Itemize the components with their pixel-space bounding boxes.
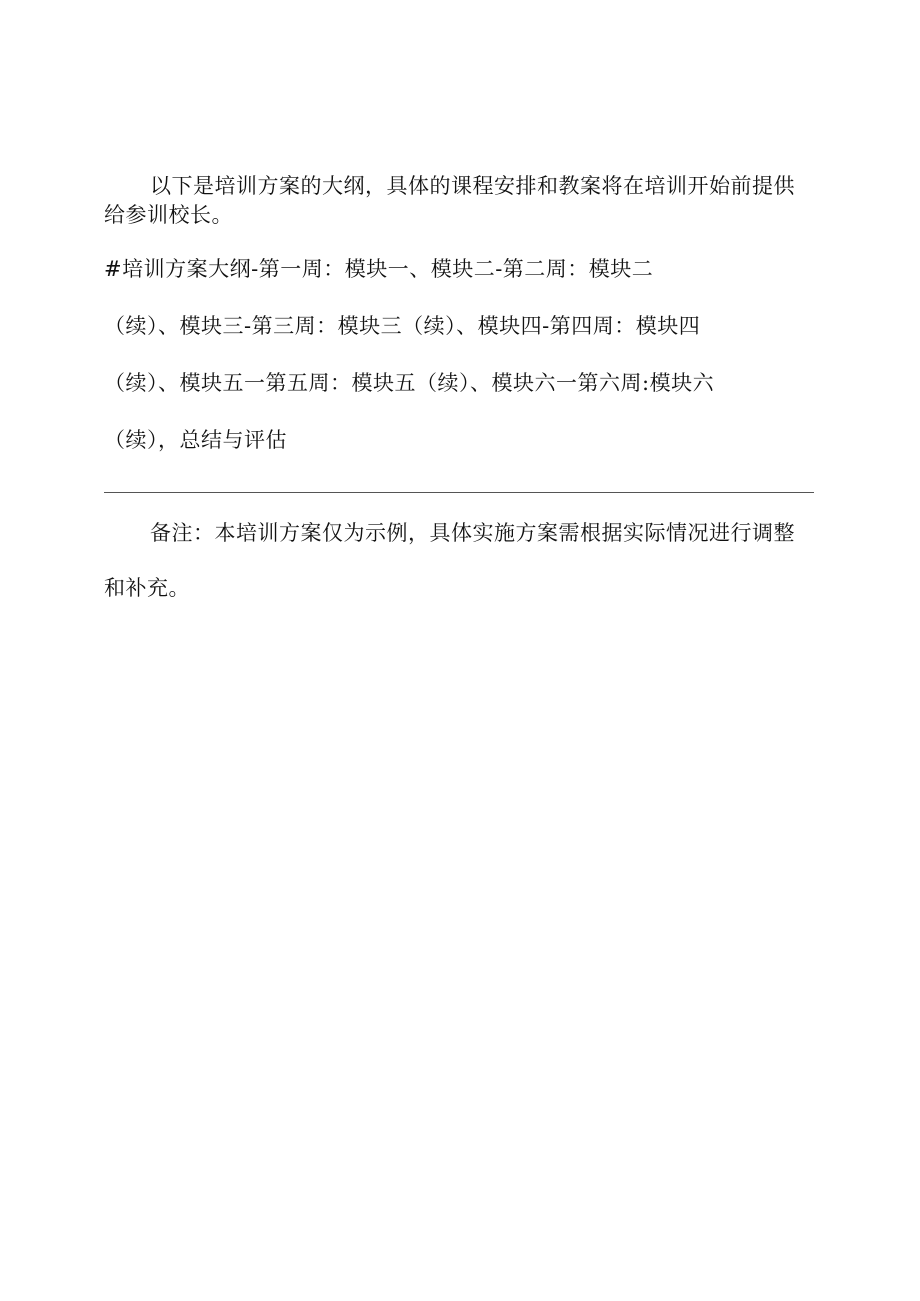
intro-paragraph-line-2: 给参训校长。 (104, 203, 233, 227)
outline-line-4: （续），总结与评估 (104, 428, 287, 452)
intro-paragraph-line-1: 以下是培训方案的大纲，具体的课程安排和教案将在培训开始前提供 (150, 174, 795, 198)
outline-line-3: （续）、模块五一第五周：模块五（续）、模块六一第六周:模块六 (104, 371, 715, 395)
outline-line-1: #培训方案大纲-第一周：模块一、模块二-第二周：模块二 (104, 257, 654, 281)
horizontal-divider (104, 492, 814, 493)
outline-line-2: （续）、模块三-第三周：模块三（续）、模块四-第四周：模块四 (104, 314, 701, 338)
note-paragraph-line-1: 备注：本培训方案仅为示例，具体实施方案需根据实际情况进行调整 (150, 521, 795, 545)
note-paragraph-line-2: 和补充。 (104, 576, 190, 600)
